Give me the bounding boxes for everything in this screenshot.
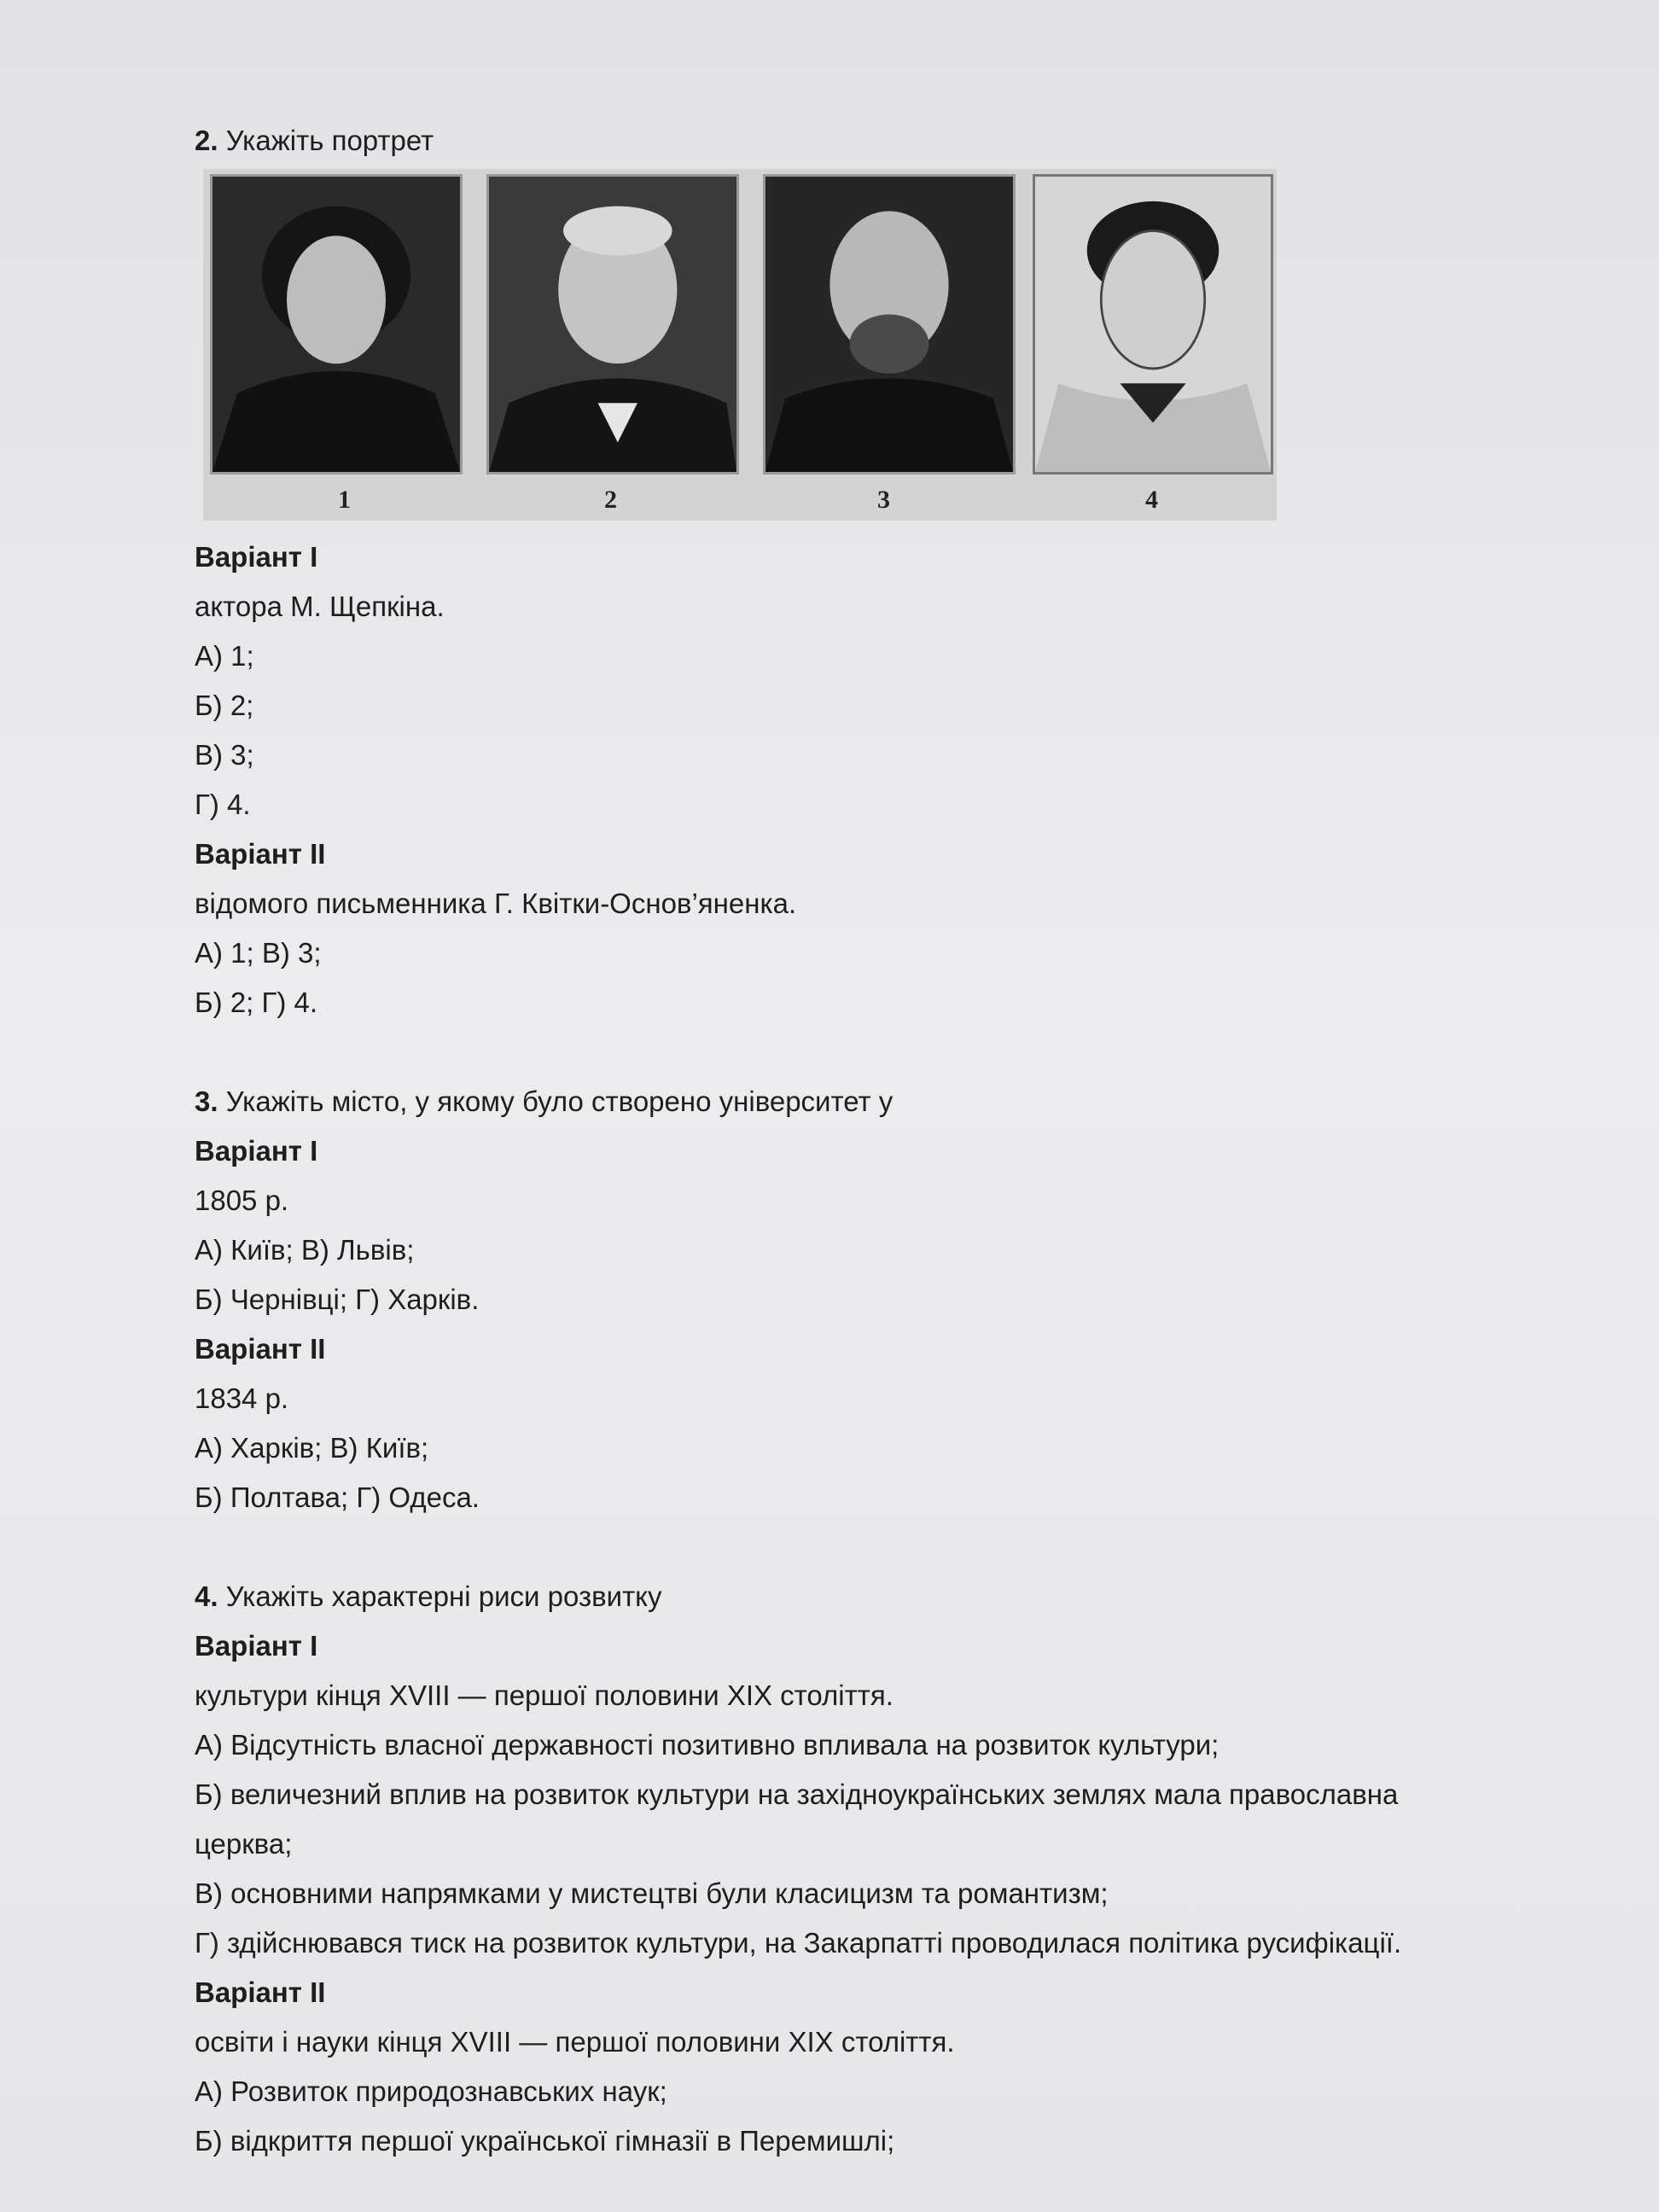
answer-option: Б) 2; [195,690,254,721]
portrait-2-label: 2 [604,486,617,514]
question-4-heading [195,1572,1594,1621]
portrait-2-image [486,174,739,474]
portrait-4-label: 4 [1145,486,1158,514]
portrait-1-label: 1 [338,486,351,514]
answer-option: Г) 4. [195,789,251,820]
variant-1-title: Варіант I [195,1135,318,1167]
test-content [195,116,1594,2166]
answer-option: Г) здійснювався тиск на розвиток культури, на Закарпатті проводилася політика русифікації. [195,1927,1402,1959]
variant-1-text: 1805 р. [195,1185,289,1216]
variant-1-title: Варіант I [195,541,318,573]
question-2-heading [195,116,1594,166]
answer-option: А) 1; [195,640,254,672]
variant-2-title: Варіант II [195,1976,326,2008]
portrait-1-image [210,174,463,474]
variant-1-title: Варіант I [195,1630,318,1662]
answer-option: церква; [195,1828,293,1860]
answer-option: А) Харків; В) Київ; [195,1432,429,1464]
answer-option: Б) відкриття першої української гімназії в Перемишлі; [195,2125,895,2157]
portrait-3-image [763,174,1016,474]
portrait-3-label: 3 [877,486,890,514]
answer-option: А) 1; В) 3; [195,937,322,969]
spacer [195,1522,1594,1572]
variant-2-text: відомого письменника Г. Квітки-Основ’яненка. [195,888,797,919]
portrait-4-image [1033,174,1273,474]
variant-1-text: культури кінця XVIII — першої половини XIX століття. [195,1679,894,1711]
answer-option: В) 3; [195,739,254,771]
spacer [195,1027,1594,1077]
answer-option: Б) 2; Г) 4. [195,987,318,1018]
variant-2-title: Варіант II [195,838,326,870]
question-3-heading [195,1077,1594,1126]
question-number: 3. [195,1086,218,1117]
variant-2-title: Варіант II [195,1333,326,1365]
question-prompt: Укажіть портрет [225,125,434,156]
answer-option: Б) Чернівці; Г) Харків. [195,1284,480,1315]
answer-option: А) Київ; В) Львів; [195,1234,415,1266]
question-number: 4. [195,1580,218,1612]
portraits-strip [203,169,1277,521]
question-prompt: Укажіть характерні риси розвитку [225,1580,662,1612]
answer-option: Б) величезний вплив на розвиток культури на західноукраїнських землях мала православна [195,1778,1399,1810]
answer-option: В) основними напрямками у мистецтві були класицизм та романтизм; [195,1877,1109,1909]
variant-2-text: 1834 р. [195,1382,289,1414]
answer-option: А) Відсутність власної державності позитивно впливала на розвиток культури; [195,1729,1220,1761]
variant-2-text: освіти і науки кінця XVIII — першої половини XIX століття. [195,2026,955,2058]
question-number: 2. [195,125,218,156]
answer-option: А) Розвиток природознавських наук; [195,2075,667,2107]
variant-1-text: актора М. Щепкіна. [195,591,445,622]
question-prompt: Укажіть місто, у якому було створено університет у [225,1086,894,1117]
answer-option: Б) Полтава; Г) Одеса. [195,1481,480,1513]
